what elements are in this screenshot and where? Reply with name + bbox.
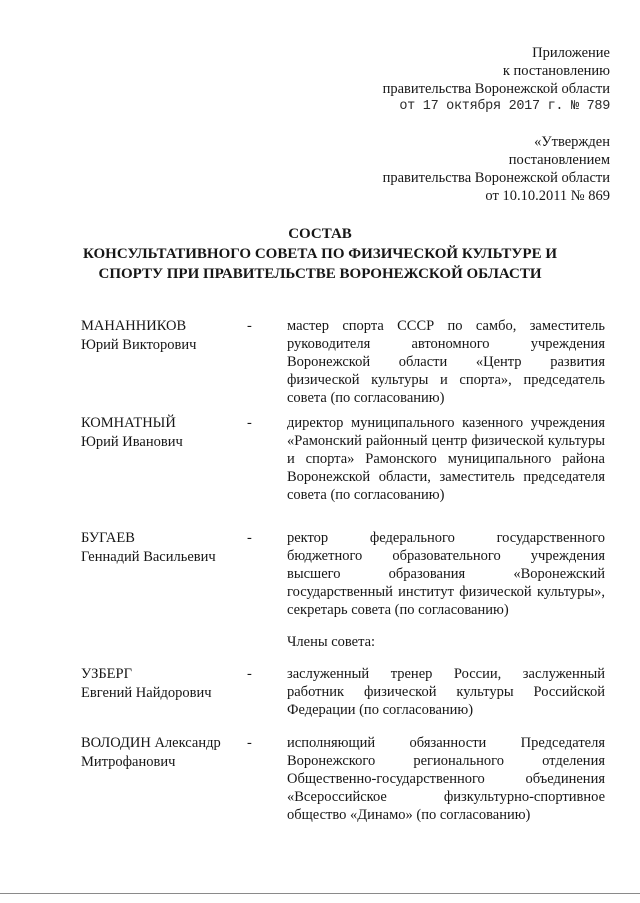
member-dash: -	[247, 735, 252, 751]
member-dash: -	[247, 530, 252, 546]
appendix-government: правительства Воронежской области	[382, 81, 610, 97]
member-dash: -	[247, 318, 252, 334]
member-surname: БУГАЕВ	[81, 530, 135, 546]
member-role: заслуженный тренер России, заслуженный работник физической культуры Российской Федерации (по согласованию)	[287, 666, 605, 718]
document-title	[0, 224, 640, 284]
approved-government: правительства Воронежской области	[382, 170, 610, 186]
member-surname: ВОЛОДИН Александр	[81, 735, 221, 751]
appendix-header	[383, 44, 610, 116]
member-role: исполняющий обязанности Председателя Воронежского регионального отделения Общественно-государственного объединения «Всероссийское физкультурно-спортивное общество «Динамо» (по согласованию)	[287, 735, 605, 823]
member-given-name: Геннадий Васильевич	[81, 549, 216, 565]
member-role: директор муниципального казенного учреждения «Рамонский районный центр физической культуры и спорта» Рамонского муниципального района Воронежской области, заместитель председателя совета (по согласованию)	[287, 415, 605, 503]
title-line-1: СОСТАВ	[288, 226, 352, 242]
member-given-name: Юрий Викторович	[81, 337, 197, 353]
member-dash: -	[247, 666, 252, 682]
page-bottom-edge	[0, 893, 640, 894]
member-surname: УЗБЕРГ	[81, 666, 132, 682]
member-role: ректор федерального государственного бюджетного образовательного учреждения высшего образования «Воронежский государственный институт физической культуры», секретарь совета (по согласованию)	[287, 530, 605, 618]
appendix-label: Приложение	[532, 45, 610, 61]
appendix-to: к постановлению	[502, 63, 610, 79]
member-surname: КОМНАТНЫЙ	[81, 415, 176, 431]
approved-label: «Утвержден	[534, 134, 610, 150]
approved-header	[383, 133, 610, 205]
title-line-2: КОНСУЛЬТАТИВНОГО СОВЕТА ПО ФИЗИЧЕСКОЙ КУЛЬТУРЕ И	[82, 246, 558, 262]
member-given-name: Евгений Найдорович	[81, 685, 212, 701]
approved-by: постановлением	[508, 152, 610, 168]
member-given-name: Юрий Иванович	[81, 434, 183, 450]
approved-date: от 10.10.2011 № 869	[485, 188, 610, 204]
member-given-name: Митрофанович	[81, 754, 176, 770]
member-dash: -	[247, 415, 252, 431]
title-line-3: СПОРТУ ПРИ ПРАВИТЕЛЬСТВЕ ВОРОНЕЖСКОЙ ОБЛАСТИ	[98, 266, 542, 282]
appendix-date-stamp: от 17 октября 2017 г. № 789	[399, 99, 610, 114]
member-role: мастер спорта СССР по самбо, заместитель руководителя автономного учреждения Воронежской области «Центр развития физической культуры и спорта», председатель совета (по согласованию)	[287, 318, 605, 406]
member-surname: МАНАННИКОВ	[81, 318, 187, 334]
council-members-subheading: Члены совета:	[287, 634, 376, 650]
